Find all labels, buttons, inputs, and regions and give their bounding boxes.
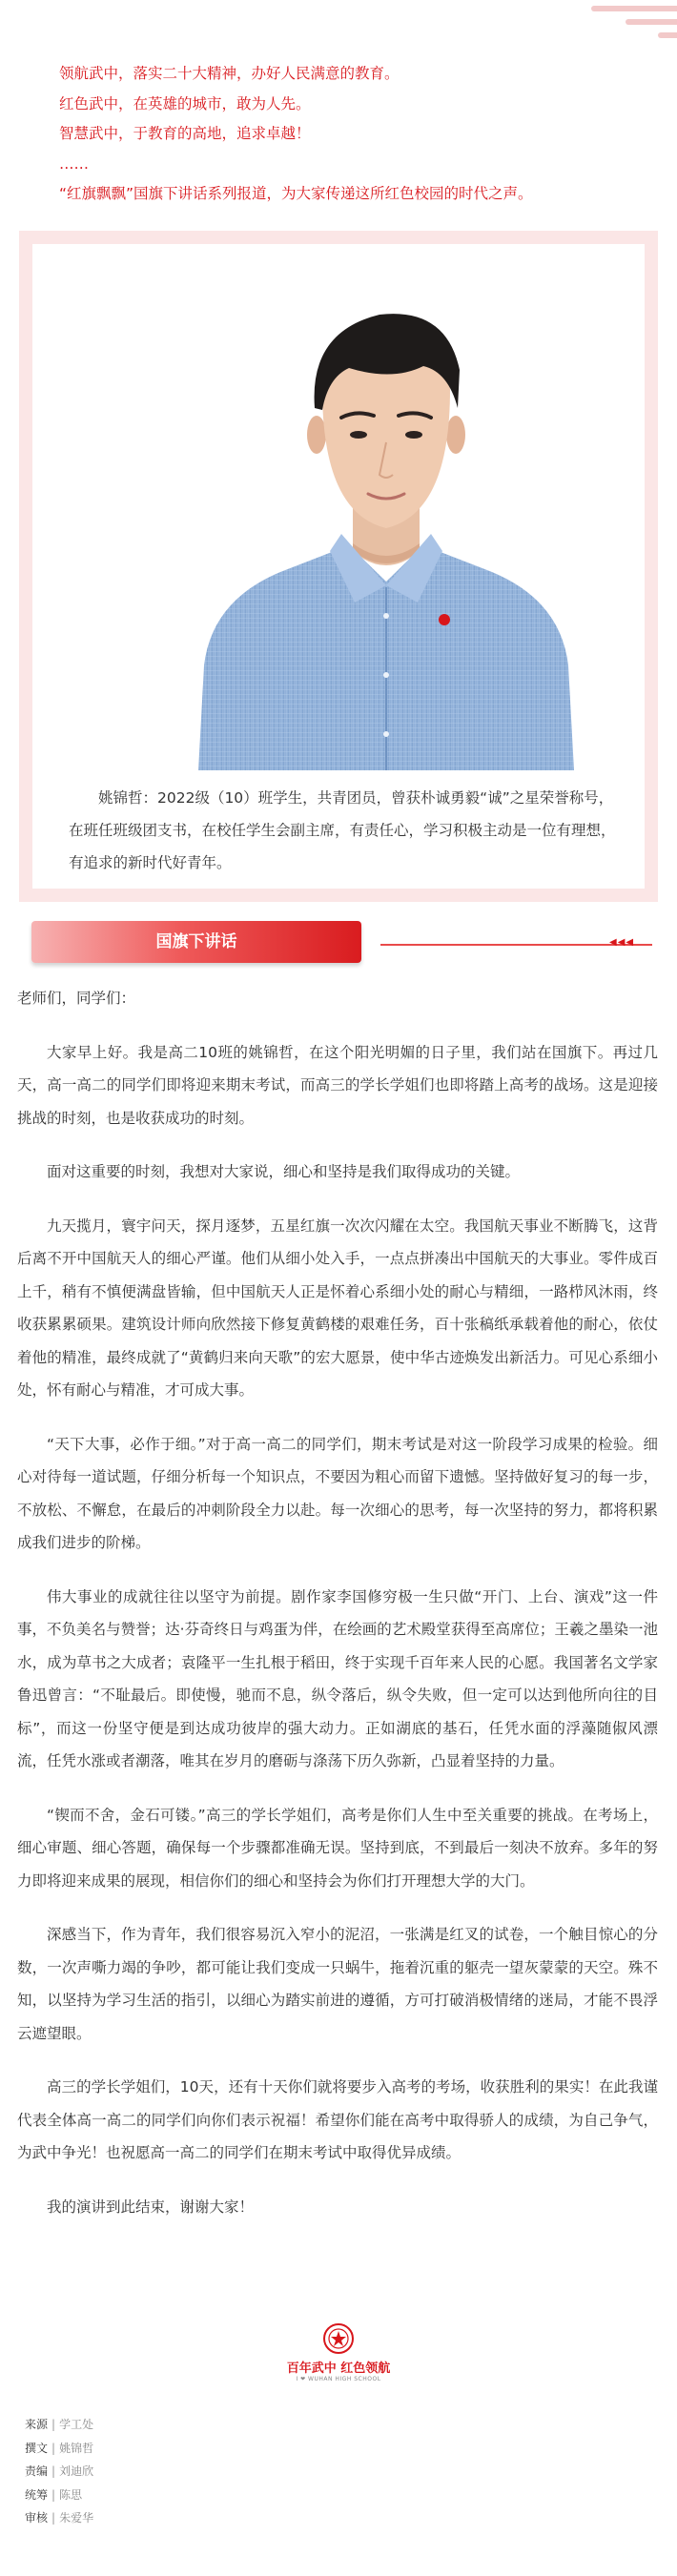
arrows-icon: ◀◀◀ — [609, 937, 635, 948]
speech-paragraph: “锲而不舍，金石可镂。”高三的学长学姐们，高考是你们人生中至关重要的挑战。在考场上，细心审题、细心答题，确保每一个步骤都准确无误。坚持到底，不到最后一刻决不放弃。多年的努力即将迎来成果的展现，相信你们的细心和坚持会为你们打开理想大学的大门。 — [17, 1806, 658, 1890]
intro-line: …… — [59, 154, 89, 173]
footer-school-en: I ❤ WUHAN HIGH SCHOOL — [296, 2376, 381, 2382]
speech-body — [17, 982, 658, 2223]
credits-block — [25, 2413, 93, 2530]
speech-paragraph: 九天揽月，寰宇问天，探月逐梦，五星红旗一次次闪耀在太空。我国航天事业不断腾飞，这背后离不开中国航天人的细心严谨。他们从细小处入手，一点点拼凑出中国航天的大事业。零件成百上千，稍有不慎便满盘皆输，但中国航天人正是怀着心系细小处的耐心与精细，一路栉风沐雨，终收获累累硕果。建筑设计师向欣然接下修复黄鹤楼的艰难任务，百十张稿纸承载着他的耐心，依仗着他的精准，最终成就了“黄鹤归来向天歌”的宏大愿景，使中华古迹焕发出新活力。可见心系细小处，怀有耐心与精准，才可成大事。 — [17, 1216, 658, 1399]
credit-row: 统筹 | 陈思 — [25, 2487, 83, 2502]
speech-paragraph: 大家早上好。我是高二10班的姚锦哲，在这个阳光明媚的日子里，我们站在国旗下。再过几天，高一高二的同学们即将迎来期末考试，而高三的学长学姐们也即将踏上高考的战场。这是迎接挑战的时刻，也是收获成功的时刻。 — [17, 1043, 658, 1127]
intro-line: “红旗飘飘”国旗下讲话系列报道，为大家传递这所红色校园的时代之声。 — [59, 185, 533, 202]
credit-row: 撰文 | 姚锦哲 — [25, 2441, 94, 2455]
school-emblem-icon — [323, 2323, 354, 2354]
speech-paragraph: 面对这重要的时刻，我想对大家说，细心和坚持是我们取得成功的关键。 — [47, 1163, 521, 1180]
school-logo — [277, 2323, 400, 2390]
footer-slogan: 百年武中 红色领航 — [286, 2361, 391, 2376]
student-portrait — [189, 265, 584, 770]
profile-card-inner — [32, 244, 645, 889]
speech-paragraph: 深感当下，作为青年，我们很容易沉入窄小的泥沼，一张满是红叉的试卷，一个触目惊心的分数，一次声嘶力竭的争吵，都可能让我们变成一只蜗牛，拖着沉重的躯壳一望灰蒙蒙的天空。殊不知，以坚持为学习生活的指引，以细心为踏实前进的遵循，方可打破消极情绪的迷局，才能不畏浮云遮望眼。 — [17, 1926, 658, 2042]
profile-card — [19, 231, 658, 902]
intro-line: 红色武中，在英雄的城市，敢为人先。 — [59, 94, 311, 112]
speech-paragraph: 高三的学长学姐们，10天，还有十天你们就将要步入高考的考场，收获胜利的果实！在此我谨代表全体高一高二的同学们向你们表示祝福！希望你们能在高考中取得骄人的成绩，为自己争气，为武中争光！也祝愿高一高二的同学们在期末考试中取得优异成绩。 — [17, 2078, 658, 2161]
section-title: 国旗下讲话 — [155, 932, 237, 951]
speech-paragraph: 伟大事业的成就往往以坚守为前提。剧作家李国修穷极一生只做“开门、上台、演戏”这一件事，不负美名与赞誉；达·芬奇终日与鸡蛋为伴，在绘画的艺术殿堂获得至高席位；王羲之墨染一池水，成为草书之大成者；袁隆平一生扎根于稻田，终于实现千百年来人民的心愿。我国著名文学家鲁迅曾言：“不耻最后。即使慢，驰而不息，纵令落后，纵令失败，但一定可以达到他所向往的目标”，而这一份坚守便是到达成功彼岸的强大动力。正如湖底的基石，任凭水面的浮藻随俶风漂流，任凭水涨或者潮落，唯其在岁月的磨砺与涤荡下历久弥新，凸显着坚持的力量。 — [17, 1587, 658, 1769]
section-header — [31, 921, 649, 963]
speech-paragraph: “天下大事，必作于细。”对于高一高二的同学们，期末考试是对这一阶段学习成果的检验。细心对待每一道试题，仔细分析每一个知识点，不要因为粗心而留下遗憾。坚持做好复习的每一步，不放松、不懈怠，在最后的冲刺阶段全力以赴。每一次细心的思考，每一次坚持的努力，都将积累成我们进步的阶梯。 — [17, 1435, 658, 1551]
speech-closing: 我的演讲到此结束，谢谢大家！ — [47, 2198, 255, 2216]
intro-line: 领航武中，落实二十大精神，办好人民满意的教育。 — [59, 65, 400, 82]
credit-row: 责编 | 刘迪欣 — [25, 2464, 94, 2478]
credit-row: 来源 | 学工处 — [25, 2418, 94, 2431]
intro-line: 智慧武中，于教育的高地，追求卓越！ — [59, 125, 311, 142]
intro-block — [59, 59, 650, 210]
profile-caption: 姚锦哲：2022级（10）班学生，共青团员，曾获朴诚勇毅“诚”之星荣誉称号，在班任班级团支书，在校任学生会副主席，有责任心，学习积极主动是一位有理想，有追求的新时代好青年。 — [69, 789, 616, 871]
credit-row: 审核 | 朱爱华 — [25, 2511, 94, 2525]
speech-greeting: 老师们，同学们： — [17, 990, 136, 1007]
corner-decoration — [563, 0, 677, 46]
